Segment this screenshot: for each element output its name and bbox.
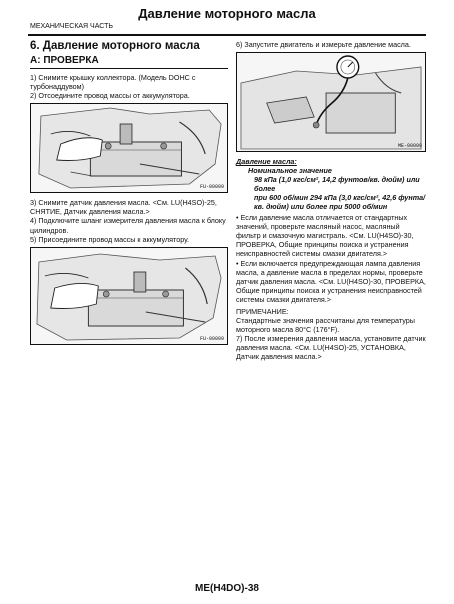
section-title: 6. Давление моторного масла <box>30 40 200 52</box>
spec-value-600: 98 кПа (1,0 кгс/см², 14,2 фунтов/кв. дюйм) или более <box>254 175 420 194</box>
step-4: 4) Подключите шланг измерителя давления масла к блоку цилиндров. <box>30 216 226 235</box>
page-title: Давление моторного масла <box>138 6 316 21</box>
section-label: МЕХАНИЧЕСКАЯ ЧАСТЬ <box>30 23 113 30</box>
figure-label: FU-00009 <box>199 335 224 342</box>
figure-label: ME-00009 <box>397 143 422 150</box>
bullet-warning-lamp: • Если включается предупреждающая лампа давления масла, а давление масла в пределах нормы, проверьте датчик давления масла. <См. LU(H4SO)-30, ПРОВЕРКА, Общие принципы поиска и устранения неисправностей системы смазки двигателя.> <box>236 258 426 304</box>
note-heading: ПРИМЕЧАНИЕ: <box>236 307 289 317</box>
step-2: 2) Отсоедините провод массы от аккумулятора. <box>30 91 190 101</box>
bullet-pressure-off: • Если давление масла отличается от стандартных значений, проверьте масляный насос, масляный фильтр и смазочную магистраль. <См. LU(H4SO)-30, ПРОВЕРКА, Общие принципы поиска и устранения неисправностей системы смазки двигателя.> <box>236 213 414 259</box>
header-rule <box>28 34 426 36</box>
spec-nominal: Номинальное значение <box>248 166 332 176</box>
figure-battery-connect <box>30 247 228 345</box>
step-1: 1) Снимите крышку коллектора. (Модель DOHC с турбонаддувом) <box>30 73 196 92</box>
note-text: Стандартные значения рассчитаны для температуры моторного масла 80°C (176°F). <box>236 316 415 335</box>
step-5: 5) Присоедините провод массы к аккумулятору. <box>30 234 189 244</box>
page-number: ME(H4DO)-38 <box>195 583 259 594</box>
figure-label: FU-00009 <box>199 184 224 191</box>
step-3: 3) Снимите датчик давления масла. <См. LU(H4SO)-25, СНЯТИЕ, Датчик давления масла.> <box>30 198 217 217</box>
figure-battery-ground <box>30 103 228 193</box>
step-7: 7) После измерения давления масла, установите датчик давления масла. <См. LU(H4SO)-25, УСТАНОВКА, Датчик давления масла.> <box>236 334 426 362</box>
step-6: 6) Запустите двигатель и измерьте давление масла. <box>236 40 411 49</box>
spec-heading: Давление масла: <box>236 157 297 167</box>
figure-oil-gauge <box>236 52 426 152</box>
subsection-title: A: ПРОВЕРКА <box>30 55 228 69</box>
left-column <box>30 40 228 350</box>
spec-value-5000: при 600 об/мин 294 кПа (3,0 кгс/см², 42,6 фунта/кв. дюйм) или более при 5000 об/мин <box>254 193 426 212</box>
right-column <box>236 40 426 362</box>
